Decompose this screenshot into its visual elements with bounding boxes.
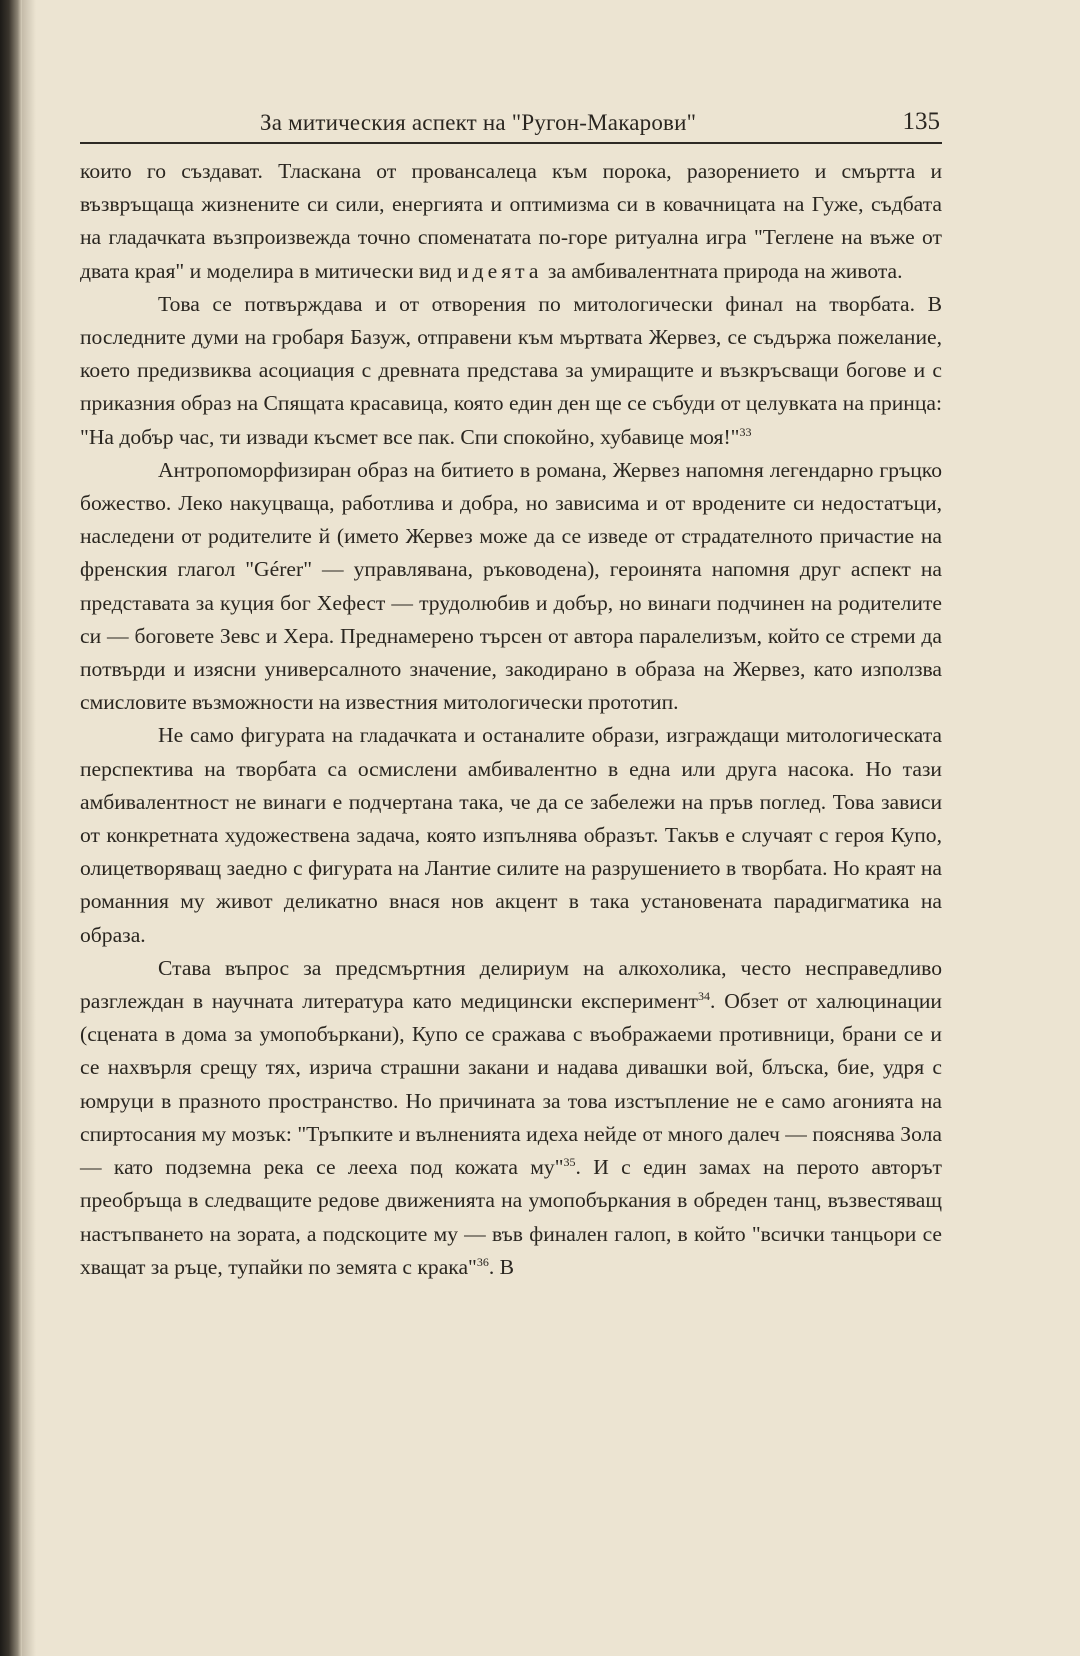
footnote-marker: 34 (697, 989, 710, 1004)
emphasized-word: идеята (457, 258, 543, 283)
footnote-marker: 35 (563, 1155, 576, 1170)
paragraph-text: Не само фигурата на гладачката и останалите образи, изграждащи митологическата перспектива на творбата са осмислени амбивалентно в една или друга насока. Но тази амбивалентност не винаги е подчертана така, че да се забележи на пръв поглед. Това зависи от конкретната художествена задача, която изпълнява образът. Такъв е случаят с героя Купо, олицетворяващ заедно с фигурата на Лантие силите на разрушението в творбата. Но краят на романния му живот деликатно внася нов акцент в така установената парадигматика на образа. (80, 723, 942, 947)
paragraph-text: . В (488, 1254, 515, 1279)
page-number: 135 (902, 108, 940, 135)
paragraph-text: Антропоморфизиран образ на битието в романа, Жервез напомня легендарно гръцко божество. Леко накуцваща, работлива и добра, но зависима и от вродените си недостатъци, наследени от родителите й (името Жервез може да се изведе от страдателното причастие на френския глагол "Gérer" — управлявана, ръководена), героинята напомня друг аспект на представата за куция бог Хефест — трудолюбив и добър, но винаги подчинен на родителите си — боговете Зевс и Хера. Преднамерено търсен от автора паралелизъм, който се стреми да потвърди и изясни универсалното значение, закодирано в образа на Жервез, като използва смисловите възможности на известния митологически прототип. (80, 457, 942, 715)
running-title: За митическия аспект на "Ругон-Макарови" (260, 110, 697, 135)
paragraph-text: за амбивалентната природа на живота. (542, 258, 903, 283)
paragraph (80, 454, 942, 720)
paragraph (80, 719, 942, 951)
paragraph (80, 952, 942, 1284)
page-binding-edge (0, 0, 22, 1656)
paragraph (80, 288, 942, 454)
body-text (80, 155, 942, 1284)
paragraph-text: . Обзет от халюцинации (сцената в дома за умопобъркани), Купо се сражава с въображаеми противници, брани се и се нахвърля срещу тях, изрича страшни закани и надава дивашки вой, блъска, бие, удря с юмруци в празното пространство. Но причината за това изстъпление не е само агонията на спиртосания му мозък: "Тръпките и вълненията идеха нейде от много далеч — пояснява Зола — като подземна река се лееха под кожата му" (80, 989, 942, 1180)
paragraph-text: . И с един замах на перото авторът преобръща в следващите редове движенията на умопобъркания в обреден танц, възвестяващ настъпването на зората, а подскоците му — във финален галоп, в който "всички танцьори се хващат за ръце, тупайки по земята с крака" (80, 1155, 942, 1279)
header-rule (80, 142, 942, 144)
paragraph-text: които го създават. Тласкана от провансалеца към порока, разорението и смъртта и възвръщаща жизнените си сили, енергията и оптимизма си в ковачницата на Гуже, съдбата на гладачката възпроизвежда точно споменатата по-горе ритуална игра "Теглене на въже от двата края" и моделира в митически вид (80, 159, 942, 283)
page-header (80, 106, 942, 146)
footnote-marker: 36 (476, 1254, 489, 1269)
paragraph-text: Става въпрос за предсмъртния делириум на алкохолика, често несправедливо разглеждан в научната литература като медицински експеримент (80, 955, 942, 1014)
footnote-marker: 33 (739, 424, 752, 439)
paragraph-text: Това се потвърждава и от отворения по митологически финал на творбата. В последните думи на гробаря Базуж, отправени към мъртвата Жервез, се съдържа пожелание, което предизвиква асоциация с древната представа за умиращите и възкръсващи богове и с приказния образ на Спящата красавица, която един ден ще се събуди от целувката на принца: "На добър час, ти извади късмет все пак. Спи спокойно, хубавице моя!" (80, 291, 942, 449)
paragraph (80, 155, 942, 288)
page-binding-shadow (22, 0, 36, 1656)
